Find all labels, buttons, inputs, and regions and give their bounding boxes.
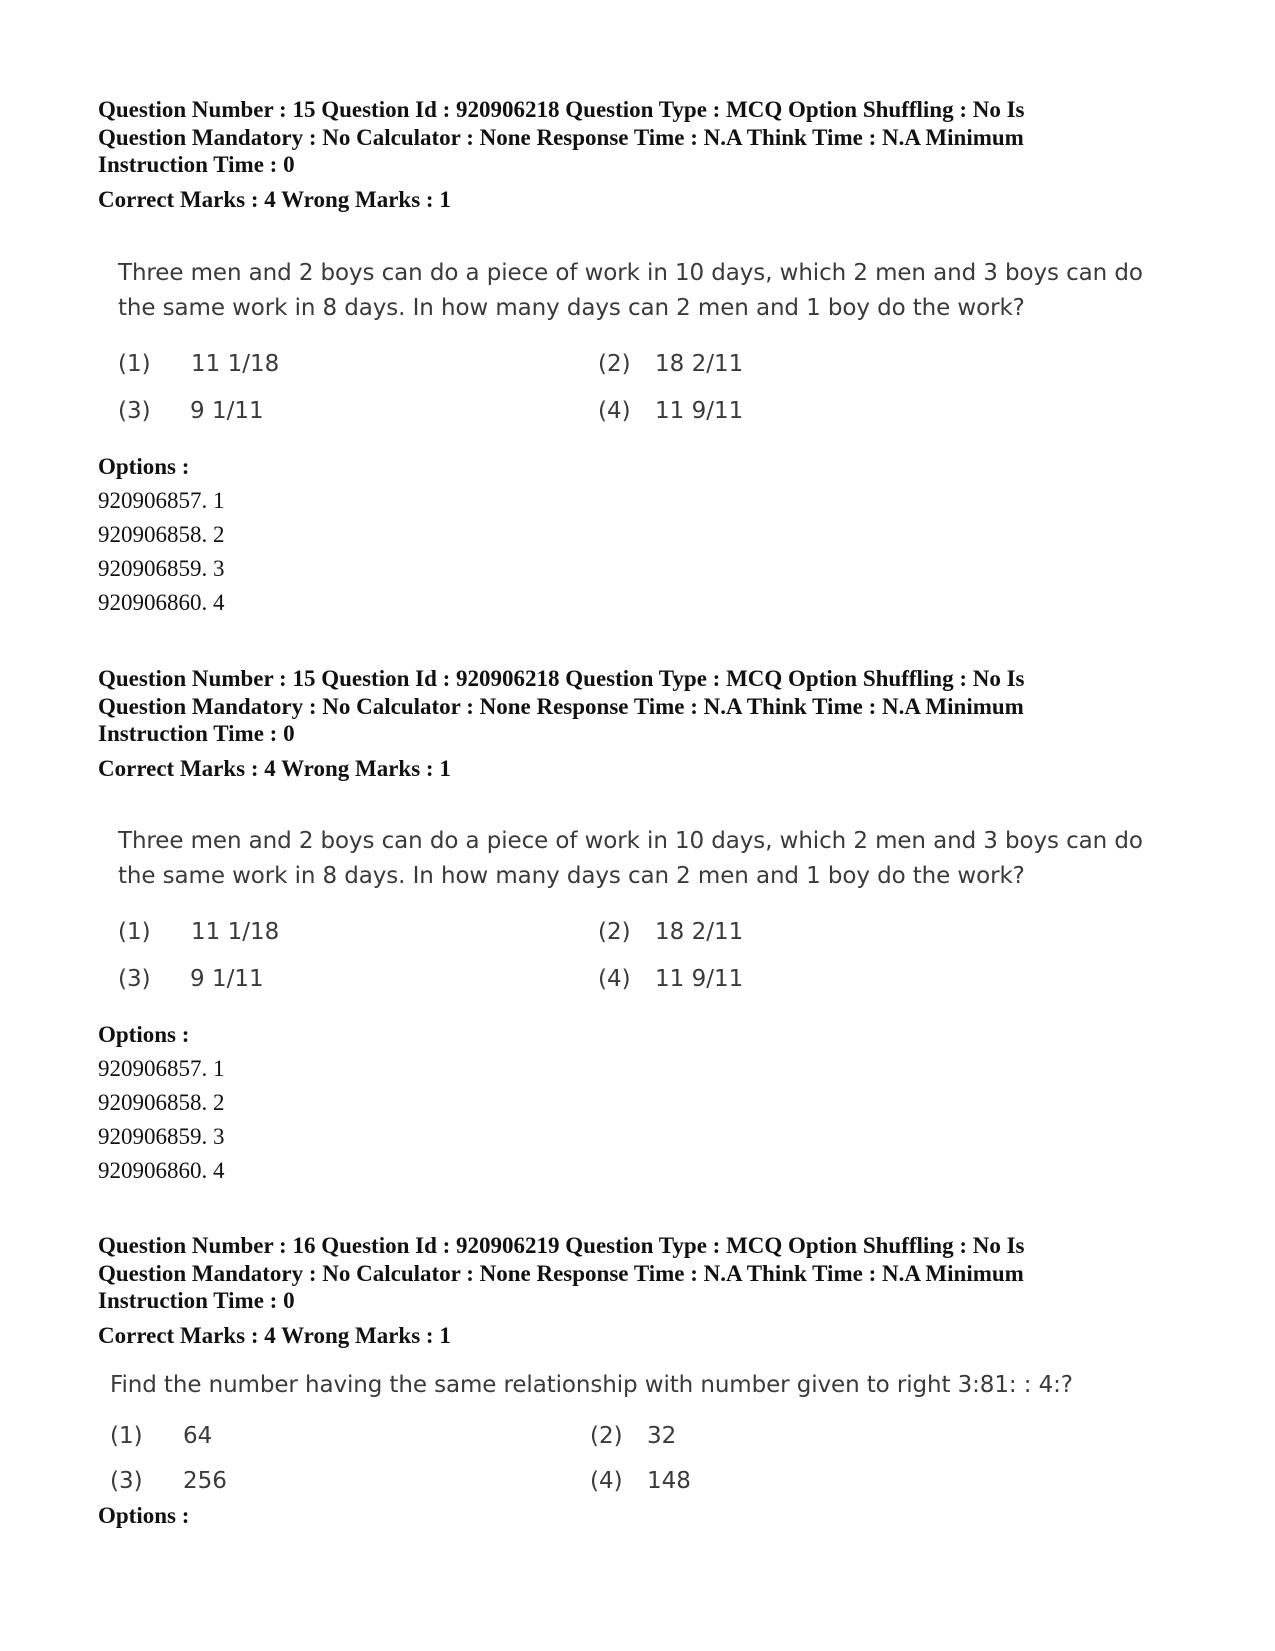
option-line: 920906857. 1 <box>98 1056 225 1081</box>
choice-value: 11 1/18 <box>191 351 280 377</box>
choice-value: 256 <box>183 1468 227 1494</box>
choice-number: (3) <box>110 1468 143 1494</box>
question-text: Find the number having the same relationship with number given to right 3:81: : 4:? <box>110 1372 1073 1398</box>
question-meta: Question Number : 15 Question Id : 920906218 Question Type : MCQ Option Shuffling : No Is Question Mandatory : No Calculator : None Response Time : N.A Think Time : N.A Minimum Instruction Time : 0 <box>98 97 1025 177</box>
choice-item <box>118 916 279 948</box>
choice-item <box>110 1465 227 1497</box>
choice-item <box>118 348 279 380</box>
choice-row <box>118 348 1208 395</box>
options-label: Options : <box>98 1503 190 1528</box>
choice-value: 9 1/11 <box>190 966 264 992</box>
choice-row <box>118 963 1208 1010</box>
choice-row <box>110 1465 1200 1510</box>
choice-item <box>598 348 743 380</box>
choice-value: 11 1/18 <box>191 919 280 945</box>
question-text: Three men and 2 boys can do a piece of work in 10 days, which 2 men and 3 boys can do the same work in 8 days. In how many days can 2 men and 1 boy do the work? <box>118 828 1143 889</box>
choice-number: (3) <box>118 398 151 424</box>
choice-value: 18 2/11 <box>655 919 744 945</box>
choice-number: (1) <box>118 919 151 945</box>
choice-item <box>110 1420 212 1452</box>
choice-value: 9 1/11 <box>190 398 264 424</box>
choice-item <box>598 395 743 427</box>
question-text: Three men and 2 boys can do a piece of work in 10 days, which 2 men and 3 boys can do the same work in 8 days. In how many days can 2 men and 1 boy do the work? <box>118 260 1143 321</box>
option-line: 920906860. 4 <box>98 1158 225 1183</box>
question-header <box>98 1232 1188 1349</box>
choice-value: 11 9/11 <box>655 398 744 424</box>
choice-number: (2) <box>598 351 631 377</box>
question-header <box>98 96 1188 213</box>
options-label: Options : <box>98 1022 190 1047</box>
choice-item <box>118 963 264 995</box>
choice-number: (3) <box>118 966 151 992</box>
choice-item <box>118 395 264 427</box>
question-marks: Correct Marks : 4 Wrong Marks : 1 <box>98 755 451 781</box>
choice-item <box>598 963 743 995</box>
choice-item <box>598 916 743 948</box>
choice-value: 32 <box>647 1423 677 1449</box>
choice-item <box>590 1465 691 1497</box>
option-line: 920906859. 3 <box>98 556 225 581</box>
choice-number: (4) <box>598 966 631 992</box>
options-list <box>98 1502 189 1530</box>
question-body <box>118 256 1208 442</box>
choice-row <box>118 395 1208 442</box>
choice-row <box>110 1420 1200 1465</box>
choice-value: 11 9/11 <box>655 966 744 992</box>
question-body <box>110 1368 1200 1510</box>
choice-number: (2) <box>590 1423 623 1449</box>
question-meta: Question Number : 16 Question Id : 920906219 Question Type : MCQ Option Shuffling : No Is Question Mandatory : No Calculator : None Response Time : N.A Think Time : N.A Minimum Instruction Time : 0 <box>98 1233 1025 1313</box>
question-meta: Question Number : 15 Question Id : 920906218 Question Type : MCQ Option Shuffling : No Is Question Mandatory : No Calculator : None Response Time : N.A Think Time : N.A Minimum Instruction Time : 0 <box>98 666 1025 746</box>
option-line: 920906858. 2 <box>98 1090 225 1115</box>
choice-value: 64 <box>183 1423 213 1449</box>
option-line: 920906858. 2 <box>98 522 225 547</box>
choice-number: (1) <box>118 351 151 377</box>
choice-row <box>118 916 1208 963</box>
question-header <box>98 665 1188 782</box>
options-list <box>98 1021 225 1188</box>
question-marks: Correct Marks : 4 Wrong Marks : 1 <box>98 1322 451 1348</box>
option-line: 920906857. 1 <box>98 488 225 513</box>
question-body <box>118 824 1208 1010</box>
option-line: 920906859. 3 <box>98 1124 225 1149</box>
choice-number: (2) <box>598 919 631 945</box>
options-list <box>98 453 225 620</box>
choice-number: (4) <box>590 1468 623 1494</box>
choice-number: (4) <box>598 398 631 424</box>
choice-item <box>590 1420 676 1452</box>
choice-value: 148 <box>647 1468 691 1494</box>
option-line: 920906860. 4 <box>98 590 225 615</box>
question-marks: Correct Marks : 4 Wrong Marks : 1 <box>98 186 451 212</box>
options-label: Options : <box>98 454 190 479</box>
choice-value: 18 2/11 <box>655 351 744 377</box>
choice-number: (1) <box>110 1423 143 1449</box>
